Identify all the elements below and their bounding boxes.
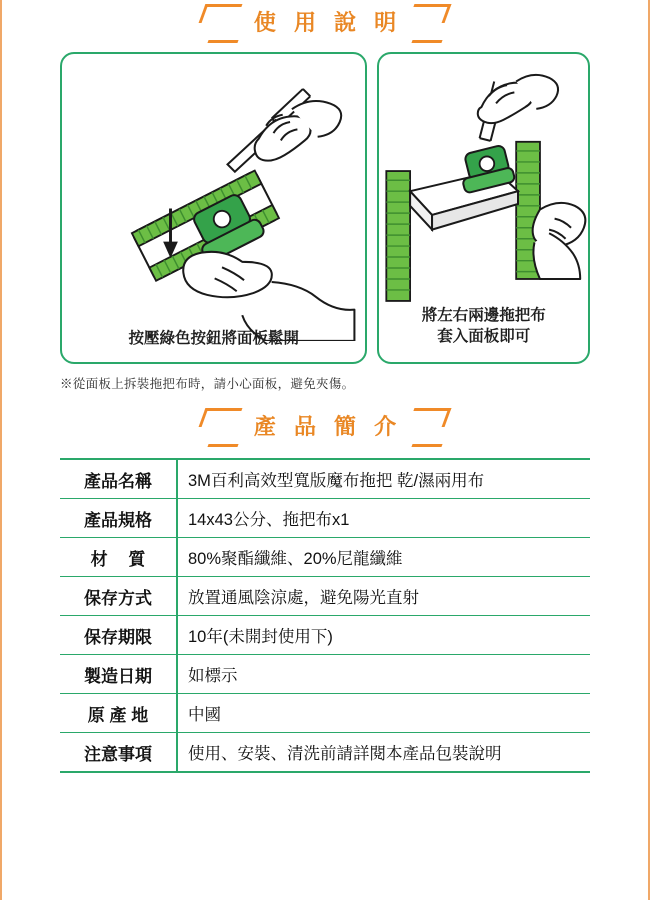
row-label-text: 材 質: [90, 549, 154, 569]
illustration-caption-2: [379, 306, 588, 348]
row-label: [60, 577, 178, 615]
row-label-text: 製造日期: [84, 666, 152, 686]
illustration-caption-1: 按壓綠色按鈕將面板鬆開: [128, 330, 299, 348]
row-value: 3M百利高效型寬版魔布拖把 乾/濕兩用布: [188, 472, 485, 490]
banner-bracket-bottom-right: [412, 40, 443, 43]
row-value: 80%聚酯纖維、20%尼龍纖維: [188, 550, 403, 568]
row-value: 10年(未開封使用下): [188, 628, 333, 646]
row-label-text: 保存期限: [84, 627, 152, 647]
row-label: [60, 694, 178, 732]
row-label: [60, 499, 178, 537]
illustration-caption-2-line2: 套入面板即可: [437, 328, 531, 346]
row-label: [60, 538, 178, 576]
table-row: [60, 460, 590, 499]
table-row: [60, 733, 590, 771]
banner-bracket-bottom-left: [207, 40, 238, 43]
mop-release-panel-illustration: [62, 54, 365, 341]
mop-attach-cloth-illustration: [379, 54, 588, 339]
illustration-card-2: [377, 52, 590, 364]
illustration-row: [60, 52, 590, 364]
row-value: 放置通風陰涼處，避免陽光直射: [188, 589, 419, 607]
product-title: 產 品 簡 介: [253, 413, 403, 439]
safety-note: ※從面板上拆裝拖把布時，請小心面板，避免夾傷。: [60, 377, 355, 391]
row-label-text: 注意事項: [84, 744, 152, 764]
product-banner-bracket-bottom-right: [412, 444, 443, 447]
row-label-text: 產品規格: [84, 510, 152, 530]
table-row: [60, 616, 590, 655]
row-label: [60, 655, 178, 693]
product-banner-bracket-bottom-left: [207, 444, 238, 447]
instructions-banner: [14, 0, 636, 44]
table-row: [60, 655, 590, 694]
table-row: [60, 499, 590, 538]
row-label: [60, 460, 178, 498]
instructions-title: 使 用 說 明: [253, 9, 403, 35]
row-label: [60, 733, 178, 771]
table-row: [60, 694, 590, 733]
banner-bracket-top-left: [198, 4, 242, 23]
illustration-caption-2-line1: 將左右兩邊拖把布: [421, 307, 546, 325]
row-value: 14x43公分、拖把布x1: [188, 511, 350, 529]
row-value: 中國: [188, 706, 221, 724]
row-label: [60, 616, 178, 654]
illustration-card-1: [60, 52, 367, 364]
row-value: 如標示: [188, 667, 238, 685]
row-value: 使用、安裝、清洗前請詳閱本產品包裝說明: [188, 745, 502, 763]
product-banner-bracket-top-right: [408, 408, 452, 427]
banner-bracket-top-right: [408, 4, 452, 23]
spec-table: [60, 458, 590, 773]
table-row: [60, 577, 590, 616]
page-edge-left: [0, 0, 2, 900]
row-label-text: 產品名稱: [84, 471, 152, 491]
table-row: [60, 538, 590, 577]
row-label-text: 原 產 地: [87, 705, 149, 725]
product-banner: [14, 404, 636, 448]
product-banner-bracket-top-left: [198, 408, 242, 427]
row-label-text: 保存方式: [84, 588, 152, 608]
